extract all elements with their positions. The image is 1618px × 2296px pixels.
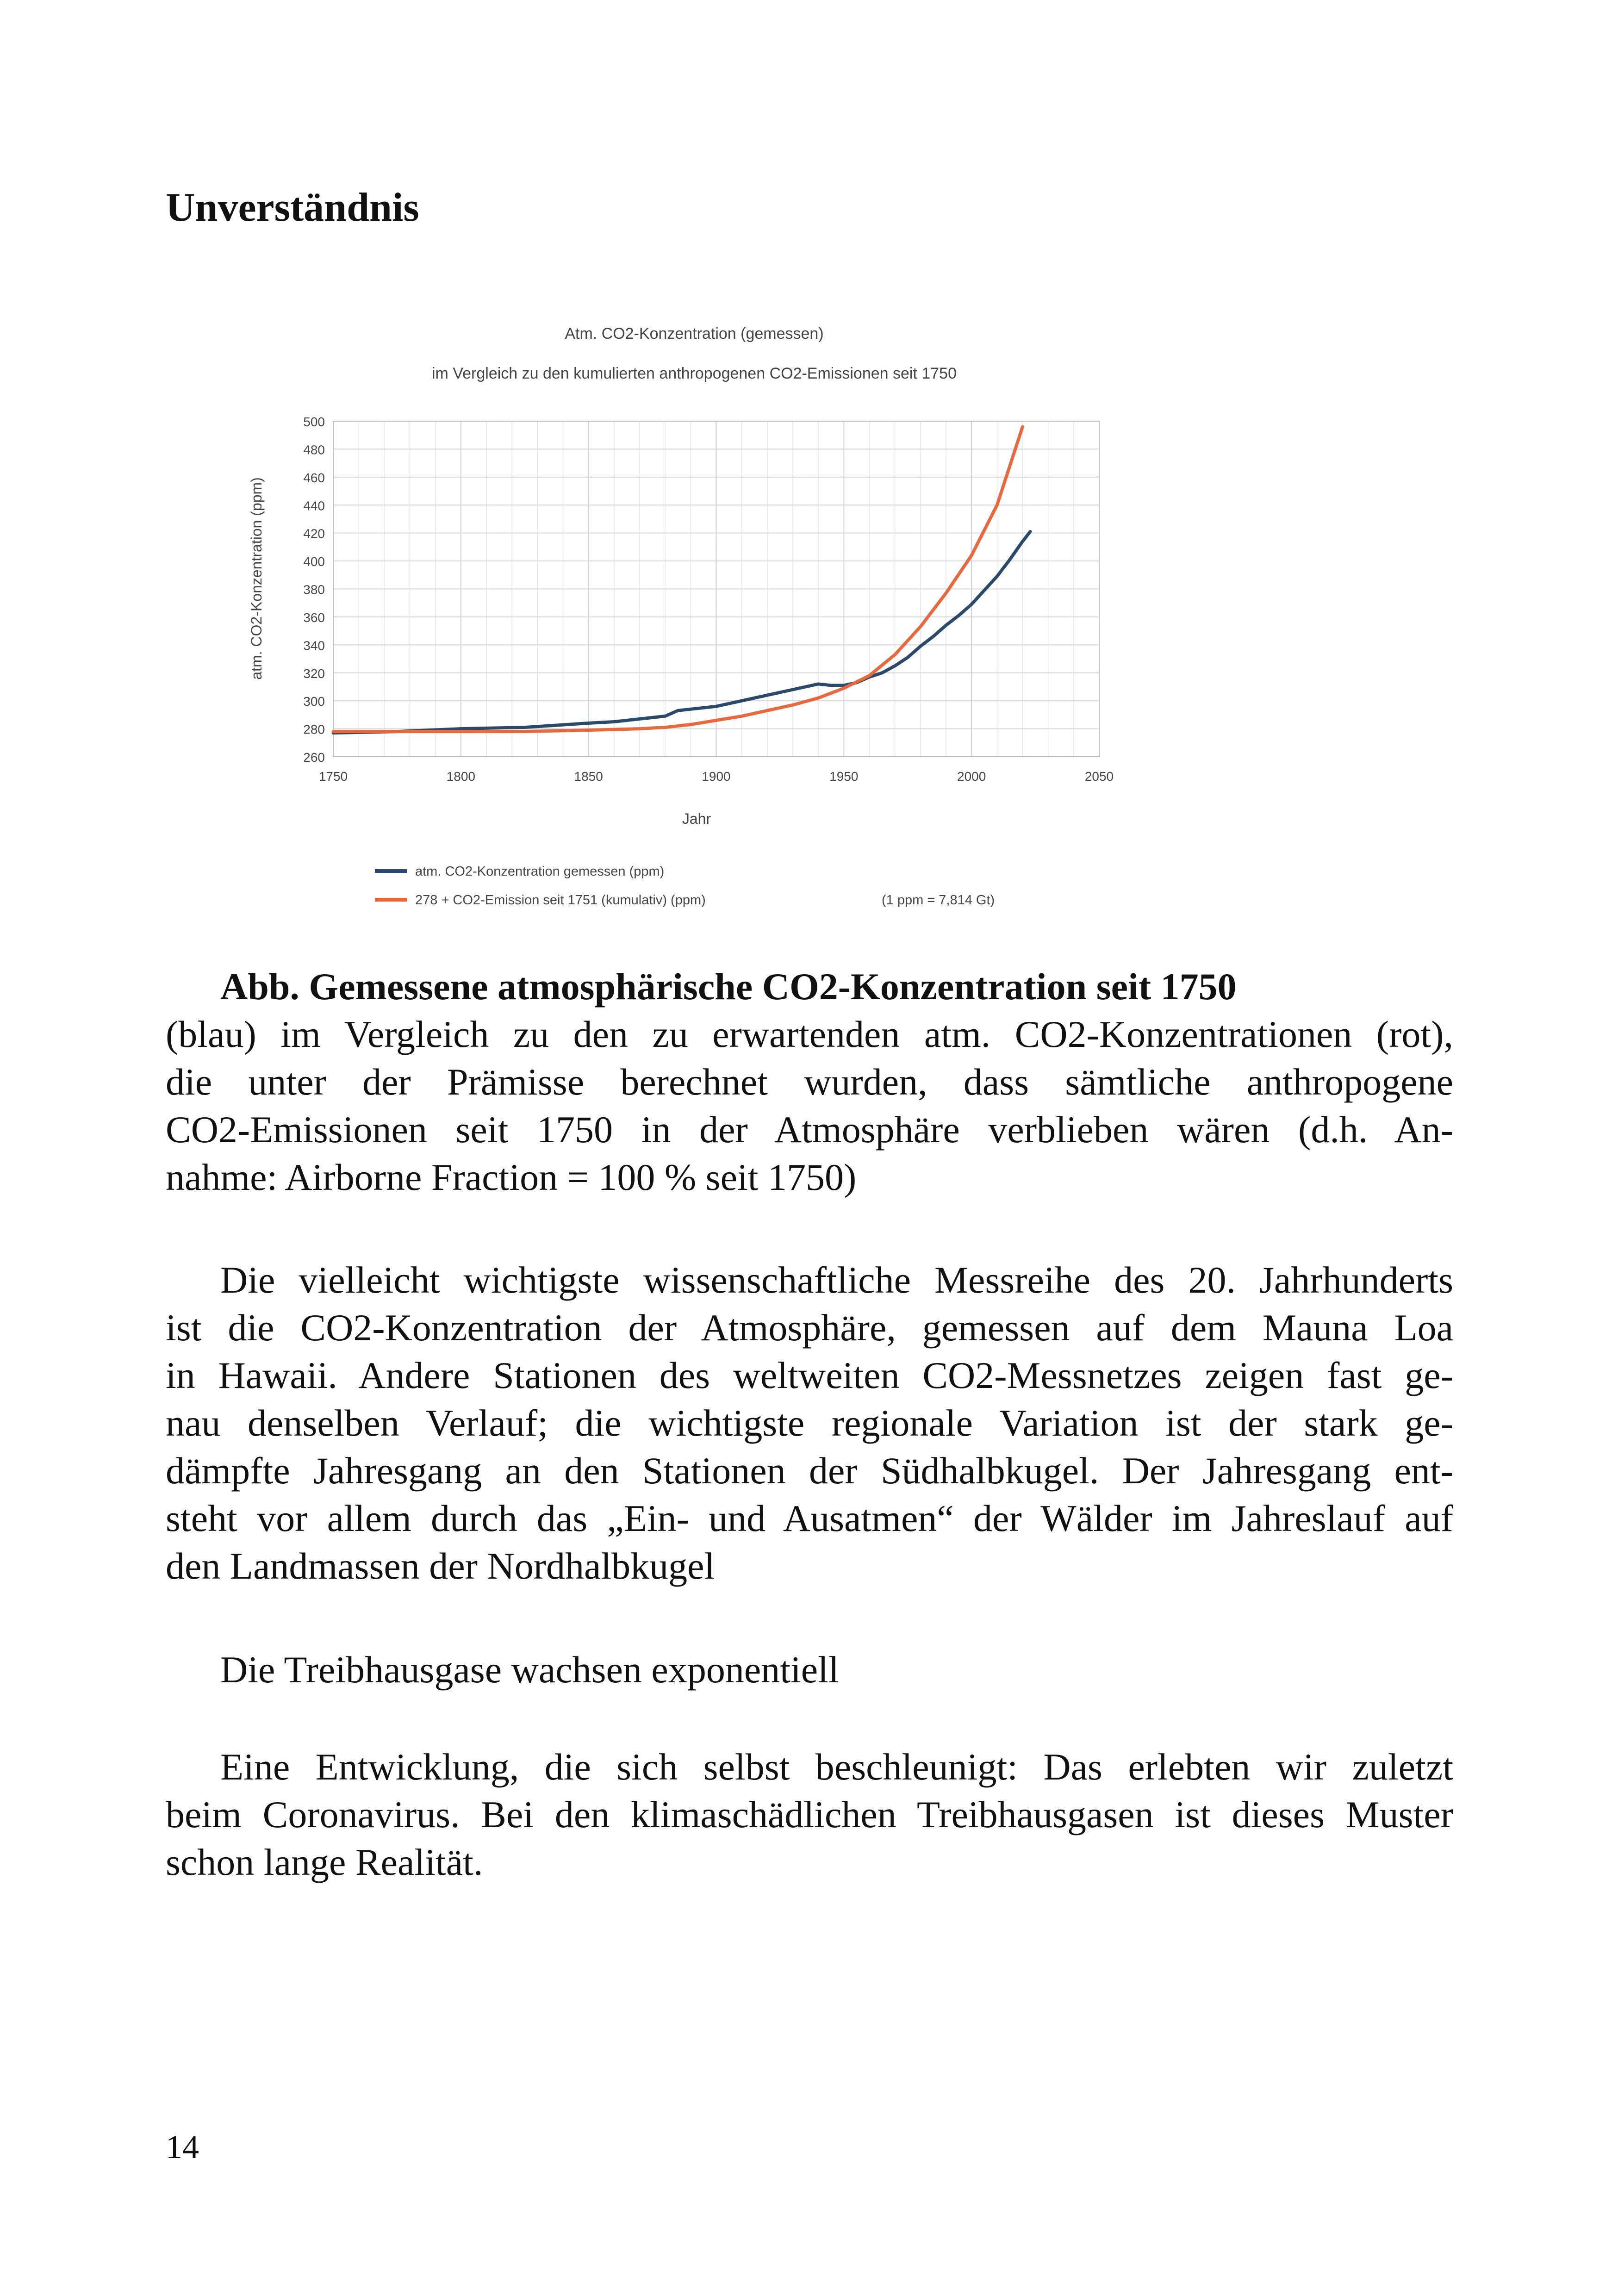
chart-subtitle: im Vergleich zu den kumulierten anthropogenen CO2-Emissionen seit 1750 [432,365,957,382]
paragraph-line: in Hawaii. Andere Stationen des weltweiten CO2-Messnetzes zeigen fast ge- [166,1354,1453,1396]
body-paragraph-2 [166,1646,1453,1693]
x-tick-label: 1750 [318,769,348,784]
paragraph-line: nau denselben Verlauf; die wichtigste regionale Variation ist der stark ge- [166,1402,1453,1444]
y-tick-label: 300 [303,694,325,709]
caption-line: die unter der Prämisse berechnet wurden, dass sämtliche anthropogene [166,1061,1453,1103]
paragraph-line: den Landmassen der Nordhalbkugel [166,1545,715,1587]
paragraph-line: beim Coronavirus. Bei den klimaschädlichen Treibhausgasen ist dieses Muster [166,1793,1453,1836]
paragraph-line: steht vor allem durch das „Ein- und Ausatmen“ der Wälder im Jahreslauf auf [166,1497,1453,1539]
co2-chart [234,315,1155,926]
y-tick-label: 380 [303,582,325,597]
y-tick-label: 260 [303,750,325,765]
legend-label: atm. CO2-Konzentration gemessen (ppm) [415,864,665,879]
section-heading: Unverständnis [166,185,419,230]
caption-line: (blau) im Vergleich zu den zu erwartenden atm. CO2-Konzentrationen (rot), [166,1013,1453,1055]
paragraph-line: Eine Entwicklung, die sich selbst beschleunigt: Das erlebten wir zuletzt [220,1746,1453,1788]
legend-annotation: (1 ppm = 7,814 Gt) [882,893,995,908]
y-tick-label: 500 [303,415,325,429]
caption-line: nahme: Airborne Fraction = 100 % seit 1750) [166,1156,857,1198]
x-axis-label: Jahr [682,810,711,827]
y-tick-label: 360 [303,610,325,625]
y-tick-label: 320 [303,666,325,681]
x-tick-label: 2050 [1084,769,1114,784]
page-number: 14 [166,2128,199,2165]
y-tick-label: 400 [303,554,325,569]
chart-series [333,427,1030,733]
body-paragraph-1 [166,1256,1453,1590]
x-tick-label: 1900 [702,769,731,784]
chart-title: Atm. CO2-Konzentration (gemessen) [565,325,824,342]
x-tick-label: 1850 [574,769,603,784]
x-tick-label: 2000 [957,769,986,784]
paragraph-line: Die Treibhausgase wachsen exponentiell [220,1649,839,1691]
paragraph-line: dämpfte Jahresgang an den Stationen der Südhalbkugel. Der Jahresgang ent- [166,1450,1453,1492]
y-tick-label: 420 [303,526,325,541]
y-tick-label: 460 [303,470,325,485]
x-tick-label: 1950 [829,769,859,784]
y-axis-label: atm. CO2-Konzentration (ppm) [248,477,265,680]
y-tick-label: 440 [303,498,325,513]
x-tick-label: 1800 [446,769,475,784]
co2-chart-svg [234,315,1155,926]
chart-legend [375,864,995,908]
chart-axes [303,415,1114,784]
series-line-2 [333,427,1023,732]
paragraph-line: ist die CO2-Konzentration der Atmosphäre, gemessen auf dem Mauna Loa [166,1307,1453,1349]
caption-title: Abb. Gemessene atmosphärische CO2-Konzentration seit 1750 [220,965,1237,1008]
figure-caption [166,963,1453,1201]
caption-line: CO2-Emissionen seit 1750 in der Atmosphäre verblieben wären (d.h. An- [166,1108,1453,1151]
y-tick-label: 480 [303,442,325,457]
y-tick-label: 280 [303,722,325,737]
legend-label: 278 + CO2-Emission seit 1751 (kumulativ) (ppm) [415,893,706,908]
body-paragraph-3 [166,1743,1453,1886]
y-tick-label: 340 [303,638,325,653]
series-line-1 [333,532,1030,733]
paragraph-line: Die vielleicht wichtigste wissenschaftliche Messreihe des 20. Jahrhunderts [220,1259,1453,1301]
paragraph-line: schon lange Realität. [166,1841,483,1883]
